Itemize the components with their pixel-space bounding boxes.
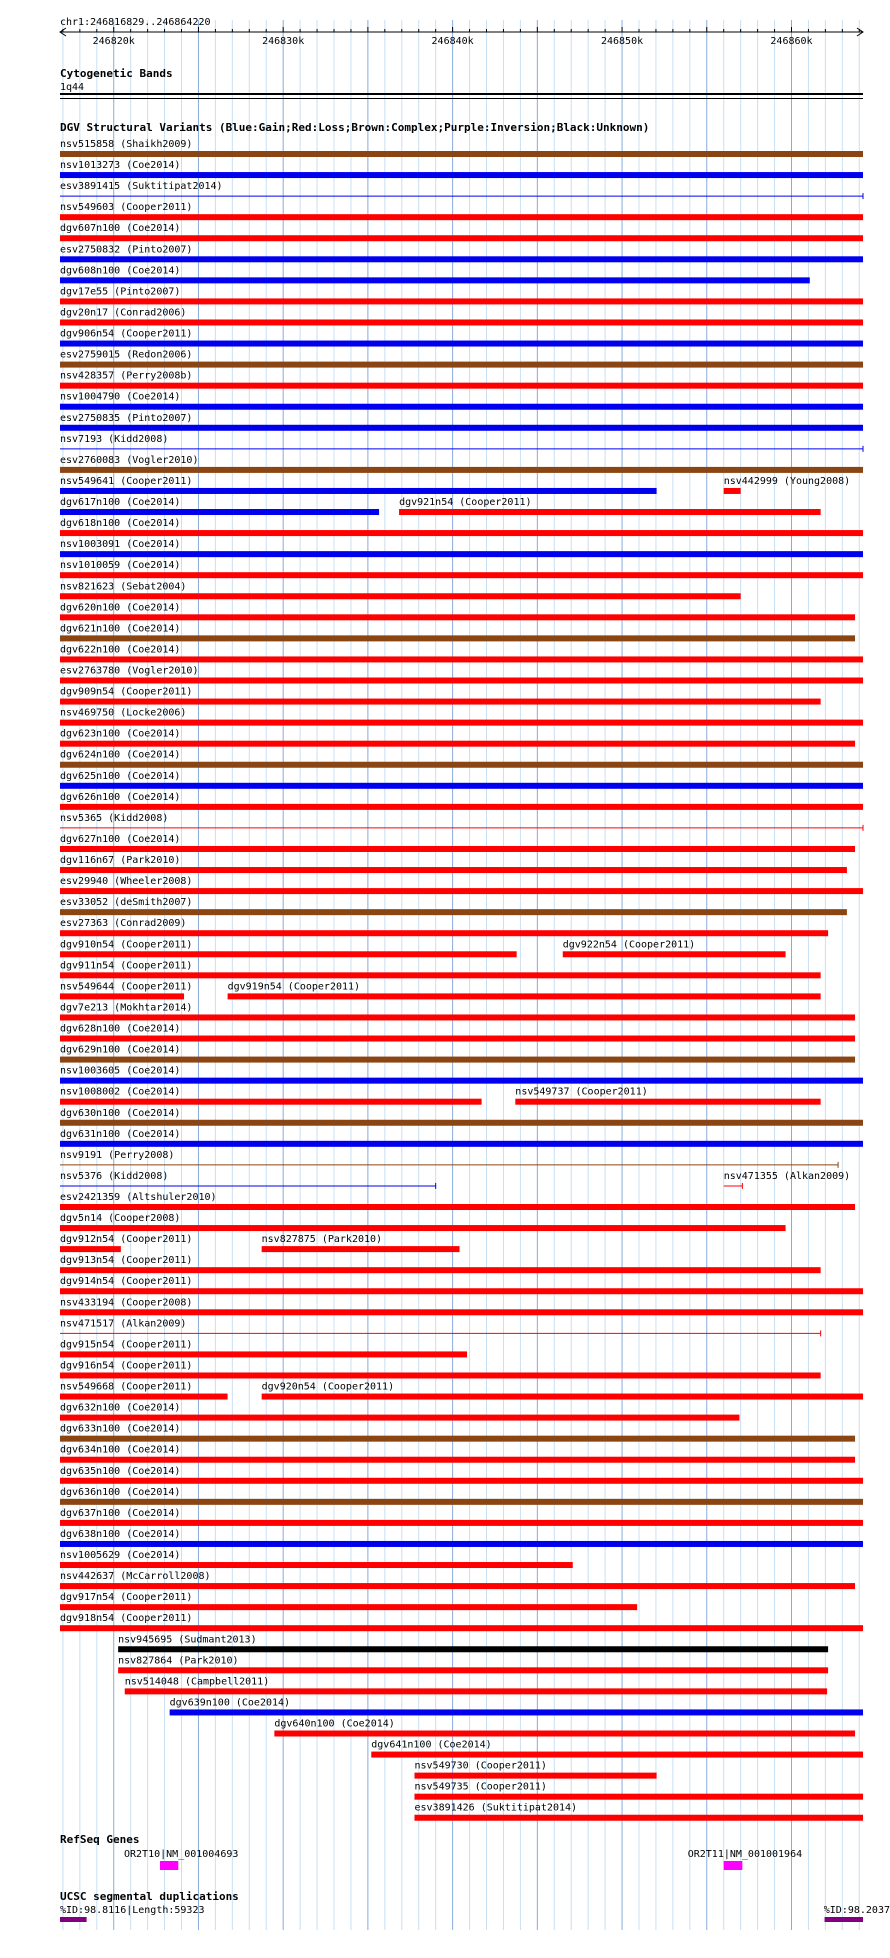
dgv-feature-label: nsv549644 (Cooper2011) bbox=[60, 981, 193, 993]
dgv-feature-label: dgv623n100 (Coe2014) bbox=[60, 728, 181, 740]
segdup-feature[interactable] bbox=[60, 1905, 205, 1922]
dgv-feature[interactable] bbox=[60, 244, 863, 262]
dgv-feature-label: dgv626n100 (Coe2014) bbox=[60, 791, 181, 803]
dgv-feature[interactable] bbox=[170, 1697, 863, 1715]
dgv-feature-label: dgv918n54 (Cooper2011) bbox=[60, 1613, 193, 1625]
refseq-gene-label: OR2T11|NM_001001964 bbox=[687, 1849, 803, 1860]
dgv-feature[interactable] bbox=[60, 413, 863, 431]
dgv-feature-bar bbox=[60, 235, 863, 241]
dgv-feature-label: nsv1008002 (Coe2014) bbox=[60, 1086, 181, 1098]
dgv-feature-bar bbox=[60, 972, 821, 978]
dgv-feature[interactable] bbox=[60, 1045, 855, 1063]
dgv-feature-bar bbox=[60, 888, 863, 894]
dgv-feature[interactable] bbox=[60, 286, 863, 304]
cytoband-line-bottom bbox=[60, 98, 863, 99]
dgv-feature-label: nsv471517 (Alkan2009) bbox=[60, 1318, 187, 1330]
dgv-feature[interactable] bbox=[60, 476, 657, 494]
dgv-feature-bar bbox=[60, 909, 847, 915]
dgv-feature-bar bbox=[60, 1099, 482, 1105]
dgv-feature-bar bbox=[414, 1773, 656, 1779]
dgv-feature[interactable] bbox=[60, 1171, 436, 1189]
dgv-feature[interactable] bbox=[724, 1171, 850, 1189]
dgv-feature[interactable] bbox=[60, 1592, 637, 1610]
dgv-feature[interactable] bbox=[60, 1192, 855, 1210]
dgv-feature-label: nsv1013273 (Coe2014) bbox=[60, 160, 181, 172]
dgv-feature-bar bbox=[60, 298, 863, 304]
dgv-feature[interactable] bbox=[60, 855, 847, 873]
dgv-feature[interactable] bbox=[60, 1382, 228, 1400]
dgv-feature[interactable] bbox=[60, 265, 810, 283]
dgv-feature-bar bbox=[60, 1583, 855, 1589]
dgv-feature-bar bbox=[60, 362, 863, 368]
dgv-feature-label: nsv827864 (Park2010) bbox=[118, 1655, 239, 1667]
dgv-feature[interactable] bbox=[60, 392, 863, 410]
dgv-feature-bar bbox=[60, 720, 863, 726]
dgv-feature-bar bbox=[60, 509, 379, 515]
dgv-feature-label: nsv515858 (Shaikh2009) bbox=[60, 139, 193, 150]
dgv-feature-label: esv29940 (Wheeler2008) bbox=[60, 876, 193, 888]
dgv-feature-label: dgv617n100 (Coe2014) bbox=[60, 497, 181, 509]
dgv-track bbox=[60, 139, 863, 1821]
dgv-feature-bar bbox=[60, 1625, 863, 1631]
dgv-feature-label: nsv469750 (Locke2006) bbox=[60, 707, 187, 719]
dgv-feature-bar bbox=[60, 846, 855, 852]
dgv-feature-bar bbox=[60, 1204, 855, 1210]
dgv-feature-label: dgv641n100 (Coe2014) bbox=[371, 1739, 492, 1751]
dgv-feature-label: nsv433194 (Cooper2008) bbox=[60, 1297, 193, 1309]
segdup-bar bbox=[825, 1917, 863, 1922]
dgv-feature-label: dgv910n54 (Cooper2011) bbox=[60, 939, 193, 951]
segdup-bar bbox=[60, 1917, 87, 1922]
segdup-feature[interactable] bbox=[824, 1905, 890, 1922]
dgv-feature-bar bbox=[60, 1478, 863, 1484]
dgv-feature-bar bbox=[60, 214, 863, 220]
dgv-feature-bar bbox=[60, 172, 863, 178]
dgv-feature[interactable] bbox=[60, 792, 863, 810]
dgv-feature-bar bbox=[60, 383, 863, 389]
dgv-feature[interactable] bbox=[262, 1234, 460, 1252]
dgv-feature-label: dgv635n100 (Coe2014) bbox=[60, 1465, 181, 1477]
dgv-feature-label: dgv628n100 (Coe2014) bbox=[60, 1023, 181, 1035]
cytoband-label: 1q44 bbox=[60, 82, 85, 93]
dgv-feature[interactable] bbox=[60, 876, 863, 894]
dgv-feature-label: dgv620n100 (Coe2014) bbox=[60, 602, 181, 614]
dgv-feature-bar bbox=[228, 993, 821, 999]
segdup-label: %ID:98.2037 bbox=[823, 1905, 890, 1916]
dgv-feature-bar bbox=[563, 951, 786, 957]
dgv-feature-bar bbox=[515, 1099, 820, 1105]
dgv-feature[interactable] bbox=[60, 539, 863, 557]
dgv-feature-bar bbox=[60, 762, 863, 768]
dgv-feature-bar bbox=[60, 1288, 863, 1294]
dgv-feature-label: nsv1003091 (Coe2014) bbox=[60, 539, 181, 551]
dgv-feature-bar bbox=[60, 488, 657, 494]
dgv-feature-bar bbox=[60, 256, 863, 262]
dgv-feature-bar bbox=[60, 656, 863, 662]
dgv-feature[interactable] bbox=[60, 1550, 573, 1568]
dgv-feature-bar bbox=[60, 1246, 121, 1252]
dgv-feature-bar bbox=[60, 1562, 573, 1568]
dgv-feature-label: dgv625n100 (Coe2014) bbox=[60, 770, 181, 782]
dgv-feature[interactable] bbox=[371, 1740, 863, 1758]
dgv-feature-bar bbox=[60, 572, 863, 578]
dgv-feature-label: dgv916n54 (Cooper2011) bbox=[60, 1360, 193, 1372]
dgv-feature-bar bbox=[60, 1036, 855, 1042]
dgv-feature-label: dgv637n100 (Coe2014) bbox=[60, 1507, 181, 1519]
dgv-feature-label: dgv922n54 (Cooper2011) bbox=[562, 939, 696, 951]
dgv-feature-bar bbox=[274, 1731, 855, 1737]
dgv-feature-bar bbox=[60, 341, 863, 347]
dgv-feature-bar bbox=[60, 1604, 637, 1610]
dgv-feature[interactable] bbox=[60, 518, 863, 536]
dgv-feature-label: dgv631n100 (Coe2014) bbox=[60, 1128, 181, 1140]
dgv-feature-label: dgv7e213 (Mokhtar2014) bbox=[60, 1002, 193, 1014]
dgv-feature-label: dgv608n100 (Coe2014) bbox=[60, 265, 181, 277]
dgv-feature[interactable] bbox=[60, 750, 863, 768]
dgv-feature[interactable] bbox=[60, 602, 855, 620]
dgv-feature[interactable] bbox=[60, 1571, 855, 1589]
dgv-feature-bar bbox=[60, 635, 855, 641]
dgv-feature-label: nsv5376 (Kidd2008) bbox=[60, 1170, 169, 1182]
dgv-feature-label: nsv1004790 (Coe2014) bbox=[60, 391, 181, 403]
dgv-feature[interactable] bbox=[118, 1634, 828, 1652]
refseq-gene-bar bbox=[160, 1861, 178, 1870]
dgv-feature-bar bbox=[60, 867, 847, 873]
ruler-tick-label: 246860k bbox=[770, 36, 813, 47]
refseq-gene-bar bbox=[724, 1861, 743, 1870]
dgv-feature-bar bbox=[60, 1309, 863, 1315]
dgv-feature-bar bbox=[60, 804, 863, 810]
dgv-feature-label: esv2759015 (Redon2006) bbox=[60, 349, 193, 361]
dgv-feature-bar bbox=[125, 1688, 827, 1694]
cytoband-line-top bbox=[60, 93, 863, 95]
dgv-feature-bar bbox=[60, 467, 863, 473]
dgv-feature-bar bbox=[60, 741, 855, 747]
dgv-feature[interactable] bbox=[60, 834, 855, 852]
dgv-feature-bar bbox=[60, 1436, 855, 1442]
dgv-feature-bar bbox=[60, 277, 810, 283]
dgv-feature-label: esv2750832 (Pinto2007) bbox=[60, 244, 193, 256]
dgv-feature-label: dgv921n54 (Cooper2011) bbox=[399, 497, 532, 509]
dgv-feature-bar bbox=[60, 1057, 855, 1063]
dgv-feature-bar bbox=[60, 951, 517, 957]
dgv-feature[interactable] bbox=[60, 350, 863, 368]
dgv-feature-bar bbox=[60, 1541, 863, 1547]
dgv-feature-bar bbox=[60, 1415, 739, 1421]
position-ruler[interactable] bbox=[60, 27, 863, 47]
dgv-feature-bar bbox=[60, 783, 863, 789]
dgv-feature-label: dgv917n54 (Cooper2011) bbox=[60, 1592, 193, 1604]
dgv-feature-label: esv2760083 (Vogler2010) bbox=[60, 454, 199, 466]
dgv-feature[interactable] bbox=[60, 939, 517, 957]
dgv-feature[interactable] bbox=[60, 1024, 855, 1042]
dgv-feature-label: nsv549668 (Cooper2011) bbox=[60, 1381, 193, 1393]
dgv-feature-bar bbox=[60, 404, 863, 410]
dgv-feature-label: nsv5365 (Kidd2008) bbox=[60, 812, 169, 824]
dgv-feature-label: dgv638n100 (Coe2014) bbox=[60, 1528, 181, 1540]
dgv-track-title: DGV Structural Variants (Blue:Gain;Red:Loss;Brown:Complex;Purple:Inversion;Black:Unknown) bbox=[60, 121, 650, 134]
dgv-feature-label: dgv116n67 (Park2010) bbox=[60, 855, 181, 867]
dgv-feature-label: dgv618n100 (Coe2014) bbox=[60, 518, 181, 530]
dgv-feature-bar bbox=[724, 488, 741, 494]
dgv-feature-bar bbox=[118, 1646, 828, 1652]
dgv-feature-label: dgv629n100 (Coe2014) bbox=[60, 1044, 181, 1056]
dgv-feature[interactable] bbox=[60, 223, 863, 241]
dgv-feature-label: dgv919n54 (Cooper2011) bbox=[227, 981, 361, 993]
dgv-feature-bar bbox=[60, 1141, 863, 1147]
dgv-feature[interactable] bbox=[60, 139, 863, 157]
dgv-feature[interactable] bbox=[60, 1276, 863, 1294]
dgv-feature[interactable] bbox=[60, 1445, 855, 1463]
dgv-feature[interactable] bbox=[60, 981, 192, 999]
dgv-feature-bar bbox=[60, 1225, 786, 1231]
ruler-tick-label: 246820k bbox=[92, 36, 135, 47]
dgv-feature[interactable] bbox=[60, 1129, 863, 1147]
dgv-feature[interactable] bbox=[60, 455, 863, 473]
dgv-feature-label: nsv1010059 (Coe2014) bbox=[60, 560, 181, 572]
dgv-feature[interactable] bbox=[60, 371, 863, 389]
dgv-feature-bar bbox=[60, 551, 863, 557]
dgv-feature[interactable] bbox=[60, 307, 863, 325]
dgv-feature-label: nsv442637 (McCarroll2008) bbox=[60, 1571, 211, 1583]
dgv-feature-label: dgv632n100 (Coe2014) bbox=[60, 1402, 181, 1414]
dgv-feature-bar bbox=[60, 530, 863, 536]
dgv-feature[interactable] bbox=[60, 1487, 863, 1505]
dgv-feature[interactable] bbox=[60, 202, 863, 220]
dgv-feature-label: dgv909n54 (Cooper2011) bbox=[60, 686, 193, 698]
dgv-feature-bar bbox=[60, 1520, 863, 1526]
dgv-feature-label: dgv912n54 (Cooper2011) bbox=[60, 1234, 193, 1246]
dgv-feature[interactable] bbox=[60, 1424, 855, 1442]
dgv-feature[interactable] bbox=[60, 1066, 863, 1084]
dgv-feature[interactable] bbox=[228, 981, 821, 999]
refseq-track-title: RefSeq Genes bbox=[60, 1833, 140, 1846]
dgv-feature-label: dgv914n54 (Cooper2011) bbox=[60, 1276, 193, 1288]
dgv-feature-label: dgv622n100 (Coe2014) bbox=[60, 644, 181, 656]
dgv-feature[interactable] bbox=[60, 1234, 192, 1252]
dgv-feature[interactable] bbox=[60, 329, 863, 347]
dgv-feature[interactable] bbox=[60, 623, 855, 641]
dgv-feature-label: dgv911n54 (Cooper2011) bbox=[60, 960, 193, 972]
dgv-feature[interactable] bbox=[60, 708, 863, 726]
dgv-feature-label: nsv549735 (Cooper2011) bbox=[414, 1781, 547, 1793]
cytoband-track-title: Cytogenetic Bands bbox=[60, 67, 173, 80]
dgv-feature[interactable] bbox=[125, 1676, 827, 1694]
dgv-feature-label: nsv7193 (Kidd2008) bbox=[60, 433, 169, 445]
dgv-feature-bar bbox=[170, 1709, 863, 1715]
dgv-feature-label: esv33052 (deSmith2007) bbox=[60, 897, 193, 909]
dgv-feature-label: dgv636n100 (Coe2014) bbox=[60, 1486, 181, 1498]
refseq-gene[interactable] bbox=[688, 1849, 802, 1870]
dgv-feature-label: dgv913n54 (Cooper2011) bbox=[60, 1255, 193, 1267]
dgv-feature-bar bbox=[399, 509, 821, 515]
dgv-feature-bar bbox=[60, 593, 741, 599]
dgv-feature[interactable] bbox=[60, 666, 863, 684]
dgv-feature-label: esv2763780 (Vogler2010) bbox=[60, 665, 199, 677]
dgv-feature-label: nsv514048 (Campbell2011) bbox=[124, 1676, 270, 1688]
dgv-feature[interactable] bbox=[60, 497, 379, 515]
dgv-feature-bar bbox=[60, 151, 863, 157]
dgv-feature[interactable] bbox=[60, 1529, 863, 1547]
dgv-feature-bar bbox=[60, 1457, 855, 1463]
dgv-feature-bar bbox=[60, 1267, 821, 1273]
dgv-feature[interactable] bbox=[60, 1150, 838, 1168]
dgv-feature-bar bbox=[60, 678, 863, 684]
dgv-feature[interactable] bbox=[60, 897, 847, 915]
dgv-feature-label: dgv621n100 (Coe2014) bbox=[60, 623, 181, 635]
dgv-feature[interactable] bbox=[60, 434, 863, 452]
ruler-tick-label: 246840k bbox=[431, 36, 474, 47]
dgv-feature[interactable] bbox=[60, 771, 863, 789]
segdup-track bbox=[60, 1905, 890, 1922]
dgv-feature-label: nsv428357 (Perry2008b) bbox=[60, 370, 193, 382]
dgv-feature-bar bbox=[60, 1372, 821, 1378]
dgv-feature-bar bbox=[60, 1351, 467, 1357]
dgv-feature[interactable] bbox=[60, 813, 863, 831]
dgv-feature-label: esv3891426 (Suktitipat2014) bbox=[414, 1802, 578, 1814]
dgv-feature-bar bbox=[60, 1078, 863, 1084]
dgv-feature-label: nsv827875 (Park2010) bbox=[261, 1234, 383, 1246]
dgv-feature-label: dgv20n17 (Conrad2006) bbox=[60, 307, 187, 319]
dgv-feature-label: nsv471355 (Alkan2009) bbox=[723, 1170, 851, 1182]
dgv-feature[interactable] bbox=[60, 1297, 863, 1315]
dgv-feature-label: nsv1005629 (Coe2014) bbox=[60, 1550, 181, 1562]
dgv-feature-label: dgv627n100 (Coe2014) bbox=[60, 833, 181, 845]
segdup-track-title: UCSC segmental duplications bbox=[60, 1890, 239, 1903]
dgv-feature[interactable] bbox=[60, 1403, 739, 1421]
location-label: chr1:246816829..246864220 bbox=[60, 17, 211, 28]
dgv-feature-label: esv3891415 (Suktitipat2014) bbox=[60, 181, 223, 193]
dgv-feature-bar bbox=[60, 614, 855, 620]
dgv-feature-label: esv2421359 (Altshuler2010) bbox=[60, 1192, 217, 1203]
dgv-feature[interactable] bbox=[60, 644, 863, 662]
dgv-feature[interactable] bbox=[60, 1339, 467, 1357]
dgv-feature-label: dgv5n14 (Cooper2008) bbox=[60, 1213, 181, 1225]
dgv-feature-bar bbox=[262, 1246, 460, 1252]
dgv-feature-bar bbox=[60, 425, 863, 431]
dgv-feature-label: dgv920n54 (Cooper2011) bbox=[261, 1381, 395, 1393]
dgv-feature-bar bbox=[414, 1794, 863, 1800]
dgv-feature[interactable] bbox=[724, 476, 850, 494]
refseq-gene-label: OR2T10|NM_001004693 bbox=[123, 1849, 239, 1860]
dgv-feature[interactable] bbox=[60, 1508, 863, 1526]
dgv-feature-label: dgv624n100 (Coe2014) bbox=[60, 749, 181, 761]
dgv-feature[interactable] bbox=[563, 939, 786, 957]
dgv-feature-bar bbox=[60, 319, 863, 325]
dgv-feature-label: nsv549730 (Cooper2011) bbox=[414, 1760, 547, 1772]
dgv-feature[interactable] bbox=[274, 1719, 855, 1737]
dgv-feature[interactable] bbox=[60, 1613, 863, 1631]
dgv-feature-label: nsv442999 (Young2008) bbox=[723, 475, 851, 487]
dgv-feature[interactable] bbox=[60, 181, 863, 199]
dgv-feature[interactable] bbox=[60, 729, 855, 747]
dgv-feature[interactable] bbox=[60, 1108, 863, 1126]
dgv-feature-bar bbox=[118, 1667, 828, 1673]
dgv-feature[interactable] bbox=[60, 1466, 863, 1484]
dgv-feature-bar bbox=[60, 1499, 863, 1505]
dgv-feature[interactable] bbox=[60, 160, 863, 178]
dgv-feature[interactable] bbox=[60, 1213, 786, 1231]
dgv-feature-label: nsv9191 (Perry2008) bbox=[60, 1149, 175, 1161]
dgv-feature-label: dgv607n100 (Coe2014) bbox=[60, 223, 181, 235]
dgv-feature-label: dgv906n54 (Cooper2011) bbox=[60, 328, 193, 340]
dgv-feature-bar bbox=[414, 1815, 863, 1821]
dgv-feature-bar bbox=[60, 1120, 863, 1126]
dgv-feature-label: dgv630n100 (Coe2014) bbox=[60, 1107, 181, 1119]
dgv-feature[interactable] bbox=[414, 1761, 656, 1779]
dgv-feature-label: dgv915n54 (Cooper2011) bbox=[60, 1339, 193, 1351]
dgv-feature-bar bbox=[60, 993, 184, 999]
dgv-feature-label: nsv549737 (Cooper2011) bbox=[515, 1086, 648, 1098]
dgv-feature-bar bbox=[60, 699, 821, 705]
dgv-feature-label: dgv633n100 (Coe2014) bbox=[60, 1423, 181, 1435]
dgv-feature-bar bbox=[60, 1394, 228, 1400]
dgv-feature-label: nsv549603 (Cooper2011) bbox=[60, 202, 193, 214]
segdup-label: %ID:98.8116|Length:59323 bbox=[60, 1905, 205, 1916]
dgv-feature[interactable] bbox=[60, 918, 828, 936]
ruler-tick-label: 246830k bbox=[262, 36, 305, 47]
dgv-feature[interactable] bbox=[60, 1002, 855, 1020]
dgv-feature[interactable] bbox=[262, 1382, 863, 1400]
dgv-feature-label: nsv1003605 (Coe2014) bbox=[60, 1065, 181, 1077]
dgv-feature[interactable] bbox=[60, 560, 863, 578]
dgv-feature-label: dgv17e55 (Pinto2007) bbox=[60, 286, 181, 298]
dgv-feature-label: nsv549641 (Cooper2011) bbox=[60, 475, 193, 487]
dgv-feature-label: esv2750835 (Pinto2007) bbox=[60, 412, 193, 424]
dgv-feature-label: dgv634n100 (Coe2014) bbox=[60, 1444, 181, 1456]
dgv-feature-bar bbox=[371, 1752, 863, 1758]
dgv-feature-bar bbox=[262, 1394, 863, 1400]
refseq-track bbox=[124, 1849, 802, 1870]
dgv-feature-label: nsv945695 (Sudmant2013) bbox=[118, 1634, 257, 1646]
dgv-feature-label: esv27363 (Conrad2009) bbox=[60, 918, 187, 930]
dgv-feature-label: dgv640n100 (Coe2014) bbox=[274, 1718, 395, 1730]
dgv-feature-bar bbox=[60, 930, 828, 936]
dgv-feature-label: nsv821623 (Sebat2004) bbox=[60, 581, 187, 593]
dgv-feature-label: dgv639n100 (Coe2014) bbox=[169, 1697, 291, 1709]
dgv-feature-bar bbox=[60, 1014, 855, 1020]
dgv-feature[interactable] bbox=[118, 1655, 828, 1673]
ruler-tick-label: 246850k bbox=[600, 36, 644, 47]
